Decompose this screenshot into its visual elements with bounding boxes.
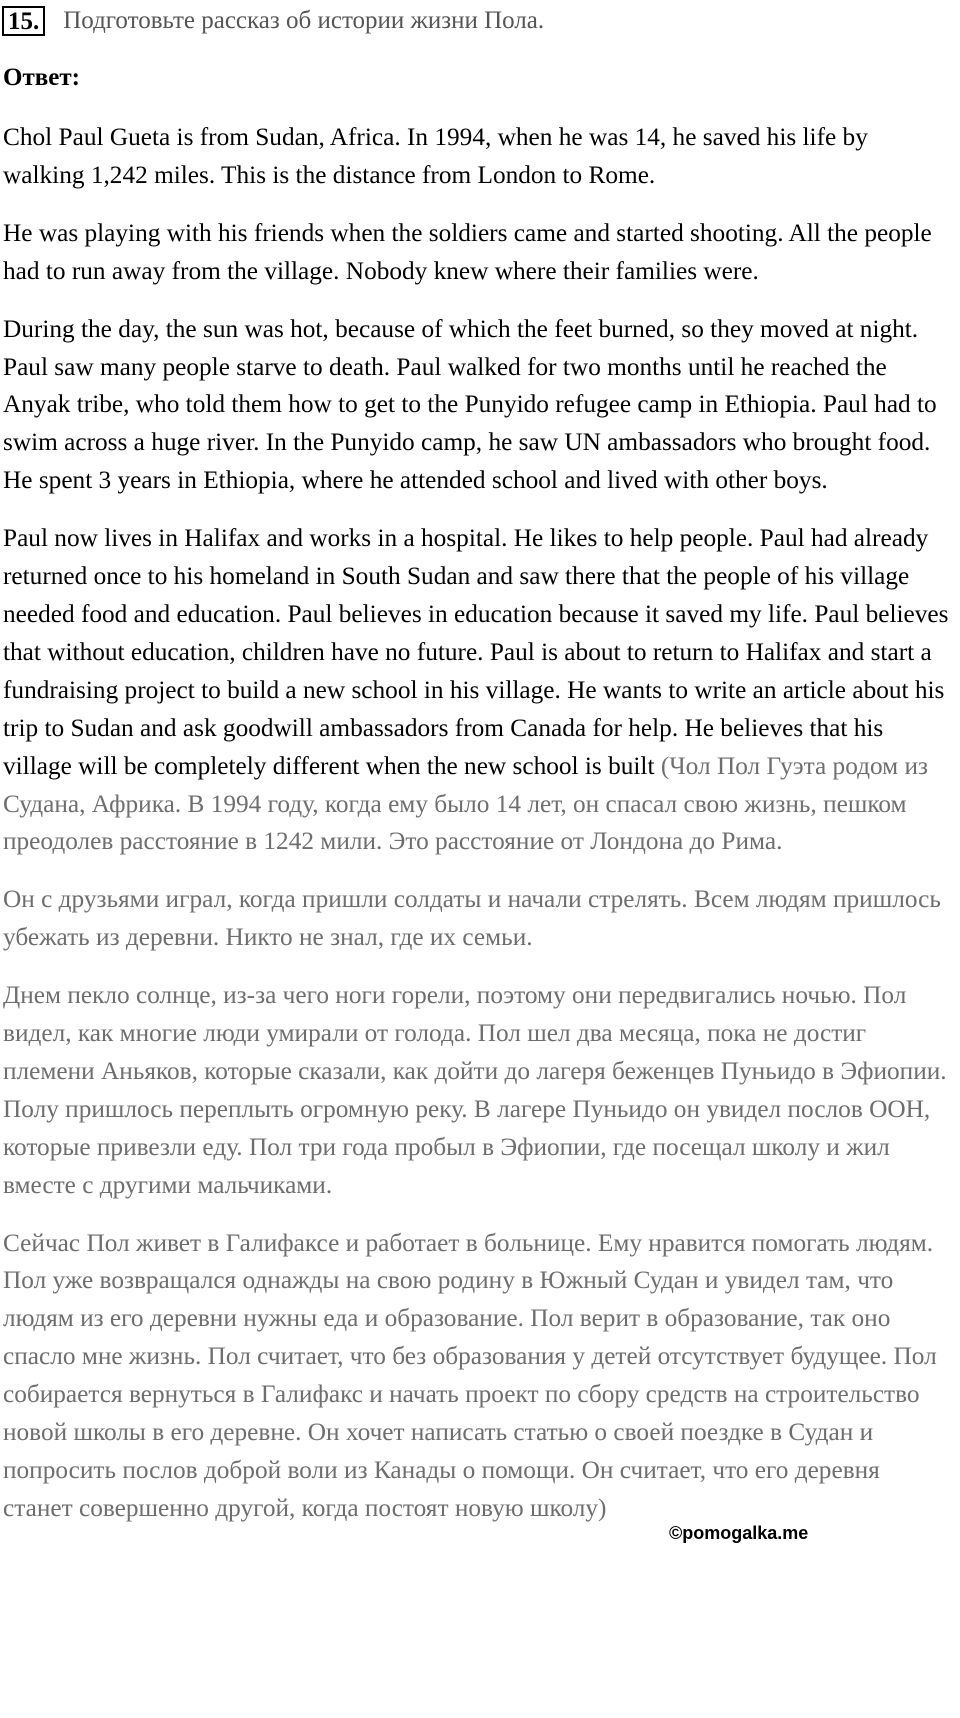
task-instruction: Подготовьте рассказ об истории жизни Пола. xyxy=(63,7,545,34)
mixed-paragraph xyxy=(3,520,955,861)
english-paragraph-4: Paul now lives in Halifax and works in a hospital. He likes to help people. Paul had already returned once to his homeland in South Sudan and saw there that the people of his village needed food and education. Paul believes in education because it saved my life. Paul believes that without education, children have no future. Paul is about to return to Halifax and start a fundraising project to build a new school in his village. He wants to write an article about his trip to Sudan and ask goodwill ambassadors from Canada for help. He believes that his village will be completely different when the new school is built xyxy=(3,524,949,780)
english-paragraph-1: Chol Paul Gueta is from Sudan, Africa. In 1994, when he was 14, he saved his life by walking 1,242 miles. This is the distance from London to Rome. xyxy=(3,123,868,189)
russian-paragraph-2: Он с друзьями играл, когда пришли солдаты и начали стрелять. Всем людям пришлось убежать из деревни. Никто не знал, где их семьи. xyxy=(3,885,941,952)
watermark: ©pomogalka.me xyxy=(669,1523,809,1543)
english-paragraph-2: He was playing with his friends when the soldiers came and started shooting. All the people had to run away from the village. Nobody knew where their families were. xyxy=(3,218,932,285)
russian-paragraph-4: Сейчас Пол живет в Галифаксе и работает в больнице. Ему нравится помогать людям. Пол уже возвращался однажды на свою родину в Южный Судан и увидел там, что людям из его деревни нужны еда и образование. Пол верит в образование, так оно спасло мне жизнь. Пол считает, что без образования у детей отсутствует будущее. Пол собирается вернуться в Галифакс и начать проект по сбору средств на строительство новой школы в его деревне. Он хочет написать статью о своей поездке в Судан и попросить послов доброй воли из Канады о помощи. Он считает, что его деревня станет совершенно другой, когда постоят новую школу) xyxy=(3,1228,937,1522)
russian-paragraph-3: Днем пекло солнце, из-за чего ноги горели, поэтому они передвигались ночью. Пол видел, как многие люди умирали от голода. Пол шел два месяца, пока не достиг племени Аньяков, которые сказали, как дойти до лагеря беженцев Пуньидо в Эфиопии. Полу пришлось переплыть огромную реку. В лагере Пуньидо он увидел послов ООН, которые привезли еду. Пол три года пробыл в Эфиопии, где посещал школу и жил вместе с другими мальчиками. xyxy=(3,981,947,1199)
task-number: 15. xyxy=(2,6,45,36)
english-paragraph-3: During the day, the sun was hot, because of which the feet burned, so they moved at night. Paul saw many people starve to death. Paul walked for two months until he reached the Anyak tribe, who told them how to get to the Punyido refugee camp in Ethiopia. Paul had to swim across a huge river. In the Punyido camp, he saw UN ambassadors who brought food. He spent 3 years in Ethiopia, where he attended school and lived with other boys. xyxy=(3,314,937,495)
answer-text xyxy=(3,119,955,1548)
russian-paragraph-1: (Чол Пол Гуэта родом из Судана, Африка. В 1994 году, когда ему было 14 лет, он спасал свою жизнь, пешком преодолев расстояние в 1242 мили. Это расстояние от Лондона до Рима. xyxy=(3,751,929,856)
answer-label: Ответ: xyxy=(3,64,80,91)
task-header xyxy=(2,4,544,38)
